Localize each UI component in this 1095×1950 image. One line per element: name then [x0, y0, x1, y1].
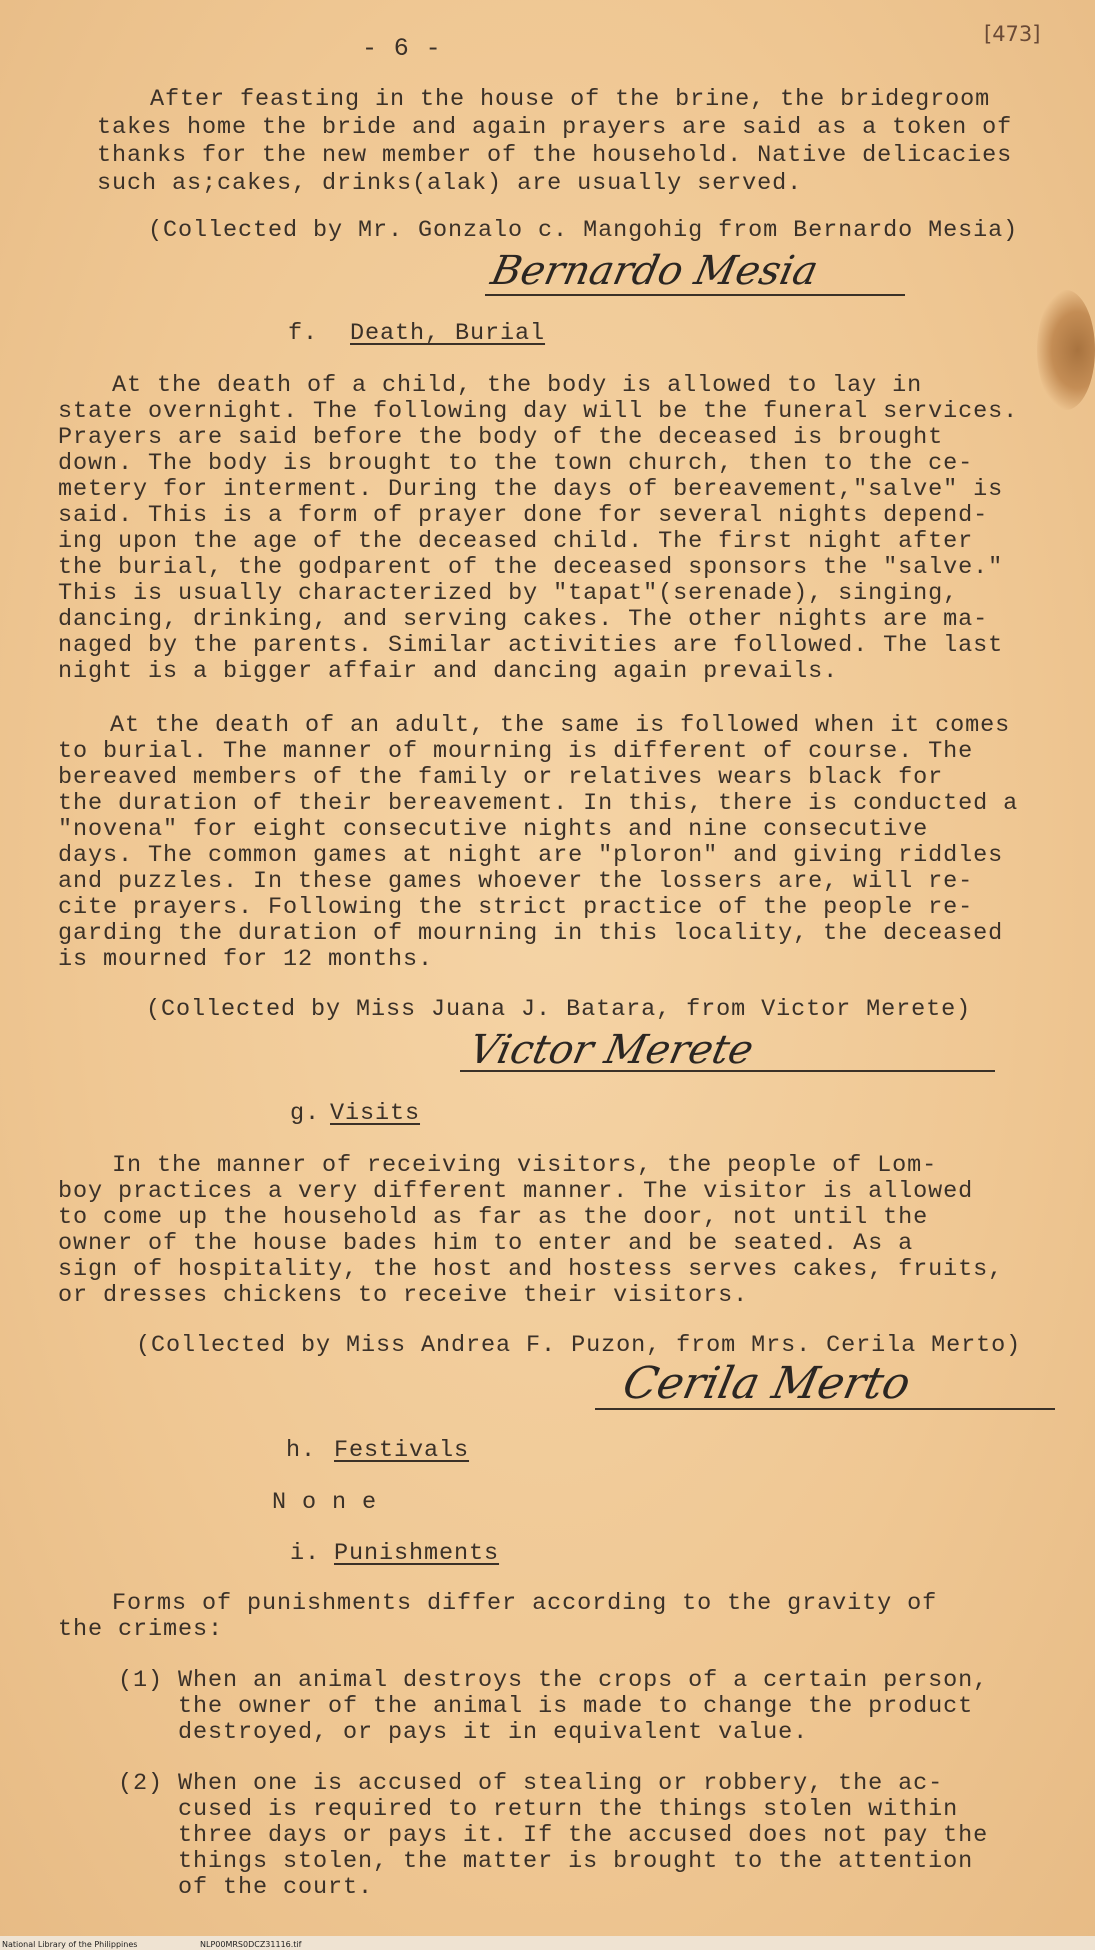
- list-item-line: (1) When an animal destroys the crops of a certain person,: [118, 1667, 989, 1694]
- text-line: is mourned for 12 months.: [58, 946, 434, 973]
- text-line: thanks for the new member of the household. Native delicacies: [97, 142, 1013, 169]
- text-line: the crimes:: [58, 1616, 224, 1643]
- heading-prefix: f.: [288, 320, 319, 347]
- text-line: days. The common games at night are "ploron" and giving riddles: [58, 842, 1004, 869]
- text-line: down. The body is brought to the town church, then to the ce-: [58, 450, 974, 477]
- heading-prefix: h.: [286, 1437, 317, 1464]
- scan-footer-bar: [0, 1936, 1095, 1950]
- text-line: At the death of an adult, the same is followed when it comes: [110, 712, 1011, 739]
- text-line: dancing, drinking, and serving cakes. The other nights are ma-: [58, 606, 989, 633]
- text-line: bereaved members of the family or relatives wears black for: [58, 764, 944, 791]
- list-item-line: destroyed, or pays it in equivalent value.: [118, 1719, 809, 1746]
- text-line: or dresses chickens to receive their visitors.: [58, 1282, 749, 1309]
- list-item-line: the owner of the animal is made to change the product: [118, 1693, 974, 1720]
- archive-number: [473]: [984, 22, 1041, 46]
- list-item-line: of the court.: [118, 1874, 374, 1901]
- text-line: night is a bigger affair and dancing again prevails.: [58, 658, 839, 685]
- text-line: ing upon the age of the deceased child. The first night after: [58, 528, 974, 555]
- footer-library: National Library of the Philippines: [2, 1940, 138, 1949]
- text-line: to come up the household as far as the door, not until the: [58, 1204, 929, 1231]
- text-line: cite prayers. Following the strict practice of the people re-: [58, 894, 974, 921]
- text-line: In the manner of receiving visitors, the people of Lom-: [112, 1152, 938, 1179]
- paper-stain: [1037, 290, 1095, 410]
- signature-line: [485, 294, 905, 296]
- text-line: "novena" for eight consecutive nights and nine consecutive: [58, 816, 929, 843]
- credit-line: (Collected by Mr. Gonzalo c. Mangohig from Bernardo Mesia): [148, 217, 1019, 244]
- signature-victor-merete: Victor Merete: [465, 1027, 758, 1073]
- text-line: to burial. The manner of mourning is different of course. The: [58, 738, 974, 765]
- section-heading-festivals: Festivals: [334, 1437, 470, 1464]
- text-line: state overnight. The following day will be the funeral services.: [58, 398, 1019, 425]
- text-line: such as;cakes, drinks(alak) are usually served.: [97, 170, 803, 197]
- footer-file-id: NLP00MRS0DCZ31116.tif: [200, 1940, 302, 1949]
- text-line: After feasting in the house of the brine, the bridegroom: [150, 86, 991, 113]
- list-item-line: cused is required to return the things stolen within: [118, 1796, 959, 1823]
- text-line: naged by the parents. Similar activities are followed. The last: [58, 632, 1004, 659]
- signature-bernardo-mesia: Bernardo Mesia: [487, 248, 823, 294]
- text-line: sign of hospitality, the host and hostess serves cakes, fruits,: [58, 1256, 1004, 1283]
- text-line: Prayers are said before the body of the deceased is brought: [58, 424, 944, 451]
- signature-line: [460, 1070, 995, 1072]
- page-number: - 6 -: [362, 34, 442, 63]
- text-line: said. This is a form of prayer done for several nights depend-: [58, 502, 989, 529]
- credit-line: (Collected by Miss Andrea F. Puzon, from Mrs. Cerila Merto): [136, 1332, 1022, 1359]
- section-heading-punishments: Punishments: [334, 1540, 500, 1567]
- text-line: owner of the house bades him to enter and be seated. As a: [58, 1230, 914, 1257]
- text-line: boy practices a very different manner. The visitor is allowed: [58, 1178, 974, 1205]
- text-line: takes home the bride and again prayers are said as a token of: [97, 114, 1013, 141]
- section-heading-death-burial: Death, Burial: [350, 320, 546, 347]
- text-line: the duration of their bereavement. In this, there is conducted a: [58, 790, 1019, 817]
- signature-cerila-merto: Cerila Merto: [618, 1358, 915, 1409]
- heading-prefix: i.: [290, 1540, 321, 1567]
- signature-line: [595, 1408, 1055, 1410]
- festivals-value: N o n e: [272, 1489, 378, 1516]
- list-item-line: (2) When one is accused of stealing or robbery, the ac-: [118, 1770, 944, 1797]
- text-line: This is usually characterized by "tapat"(serenade), singing,: [58, 580, 959, 607]
- heading-prefix: g.: [290, 1100, 321, 1127]
- list-item-line: three days or pays it. If the accused does not pay the: [118, 1822, 989, 1849]
- text-line: and puzzles. In these games whoever the lossers are, will re-: [58, 868, 974, 895]
- text-line: the burial, the godparent of the deceased sponsors the "salve.": [58, 554, 1004, 581]
- text-line: Forms of punishments differ according to the gravity of: [112, 1590, 938, 1617]
- text-line: At the death of a child, the body is allowed to lay in: [112, 372, 923, 399]
- section-heading-visits: Visits: [330, 1100, 421, 1127]
- credit-line: (Collected by Miss Juana J. Batara, from Victor Merete): [146, 996, 972, 1023]
- list-item-line: things stolen, the matter is brought to the attention: [118, 1848, 974, 1875]
- text-line: metery for interment. During the days of bereavement,"salve" is: [58, 476, 1004, 503]
- text-line: garding the duration of mourning in this locality, the deceased: [58, 920, 1004, 947]
